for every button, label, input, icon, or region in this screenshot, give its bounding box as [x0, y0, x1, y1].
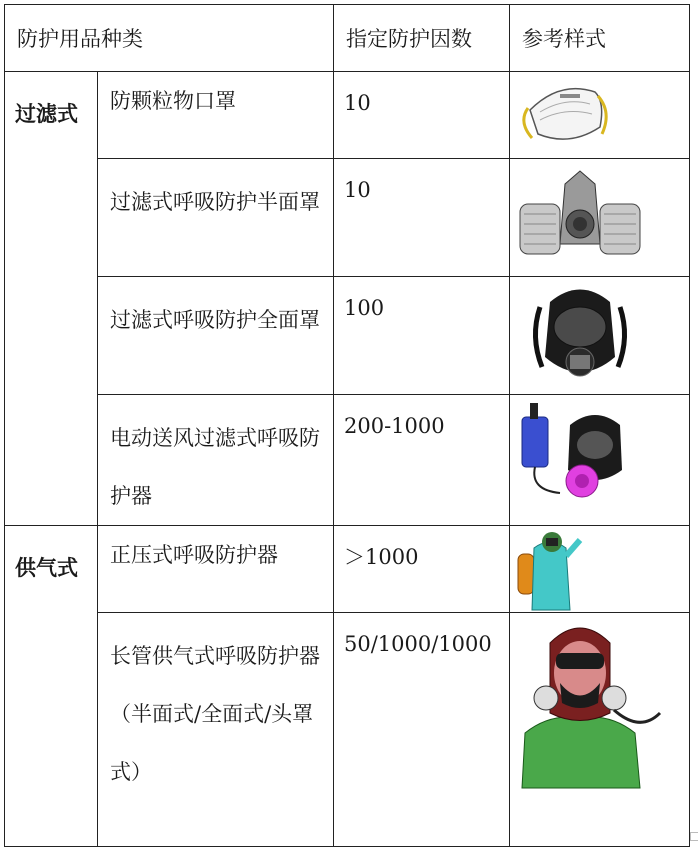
product-name: 电动送风过滤式呼吸防护器 — [98, 395, 334, 526]
reference-image-cell — [510, 72, 690, 159]
disposable-mask-icon — [510, 72, 688, 157]
hood-supplied-air-icon — [510, 613, 688, 793]
product-name: 长管供气式呼吸防护器（半面式/全面式/头罩式） — [98, 613, 334, 847]
protection-factor: ＞1000 — [334, 526, 510, 613]
scba-suit-icon — [510, 526, 688, 611]
reference-image-cell — [510, 613, 690, 847]
full-face-mask-icon — [510, 277, 688, 392]
protection-factor: 10 — [334, 159, 510, 277]
protection-factor: 10 — [334, 72, 510, 159]
header-type: 防护用品种类 — [5, 5, 334, 72]
half-mask-respirator-icon — [510, 159, 688, 274]
product-name: 正压式呼吸防护器 — [98, 526, 334, 613]
category-filter: 过滤式 — [5, 72, 98, 526]
page-corner-marker — [690, 832, 698, 841]
protection-factor: 100 — [334, 277, 510, 395]
header-style: 参考样式 — [510, 5, 690, 72]
header-factor: 指定防护因数 — [334, 5, 510, 72]
category-supplied-air: 供气式 — [5, 526, 98, 847]
reference-image-cell — [510, 159, 690, 277]
reference-image-cell — [510, 526, 690, 613]
protection-factor: 200-1000 — [334, 395, 510, 526]
header-row — [5, 5, 690, 72]
table-row — [5, 526, 690, 613]
powered-air-purifying-respirator-icon — [510, 395, 688, 510]
table-row — [5, 277, 690, 395]
product-name: 防颗粒物口罩 — [98, 72, 334, 159]
reference-image-cell — [510, 395, 690, 526]
product-name: 过滤式呼吸防护半面罩 — [98, 159, 334, 277]
table-row — [5, 159, 690, 277]
protection-factor: 50/1000/1000 — [334, 613, 510, 847]
respirator-table — [4, 4, 690, 847]
reference-image-cell — [510, 277, 690, 395]
table-row — [5, 72, 690, 159]
product-name: 过滤式呼吸防护全面罩 — [98, 277, 334, 395]
table-row — [5, 613, 690, 847]
table-row — [5, 395, 690, 526]
